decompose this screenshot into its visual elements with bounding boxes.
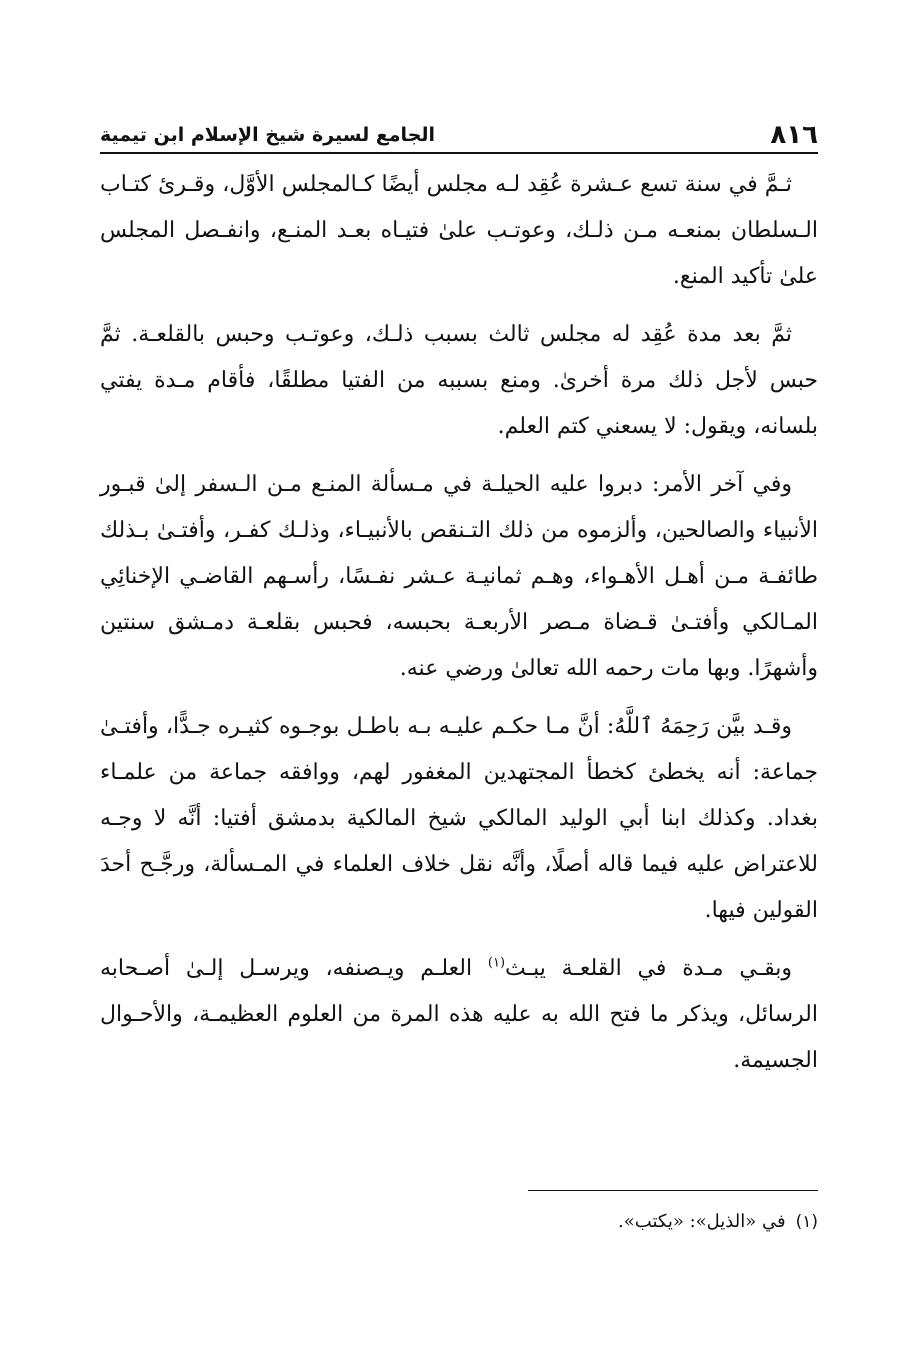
paragraph-5-rest: العلـم ويـصنفه، ويرسـل إلـىٰ أصـحابه الرسائل، ويذكر ما فتح الله به عليه هذه المرة من العلوم العظيمـة، والأحـوال الجسيمة. — [100, 956, 818, 1073]
footnote-number: (١) — [795, 1212, 818, 1232]
paragraph-3: وفي آخر الأمر: دبروا عليه الحيلـة في مـسألة المنـع مـن الـسفر إلىٰ قبـور الأنبياء والصالحين، وألزموه من ذلك التـنقص بالأنبيـاء، وذلـك كفـر، وأفتـىٰ بـذلك طائفـة مـن أهـل الأهـواء، وهـم ثمانيـة عـشر نفـسًا، رأسـهم القاضـي الإخنائِي المـالكي وأفتـىٰ قـضاة مـصر الأربعـة بحبسه، فحبس بقلعـة دمـشق سنتين وأشهرًا. وبها مات رحمه الله تعالىٰ ورضي عنه. — [100, 472, 818, 681]
paragraph-1: ثـمَّ في سنة تسع عـشرة عُقِد لـه مجلس أيضًا كـالمجلس الأوَّل، وقـرئ كتـاب الـسلطان بمنعـه مـن ذلـك، وعوتـب علىٰ فتيـاه بعـد المنـع، وانفـصل المجلس علىٰ تأكيد المنع. — [100, 172, 818, 289]
body-text — [100, 162, 818, 1096]
page-number: ٨١٦ — [770, 120, 818, 150]
header-rule — [100, 152, 818, 154]
paragraph-5-start: وبقـي مـدة في القلعـة يبـث — [505, 956, 792, 981]
footnote-reference: (١) — [487, 955, 506, 971]
paragraph-2: ثمَّ بعد مدة عُقِد له مجلس ثالث بسبب ذلـك، وعوتـب وحبس بالقلعـة. ثمَّ حبس لأجل ذلك مرة أخرىٰ. ومنع بسببه من الفتيا مطلقًا، فأقام مـدة يفتي بلسانه، ويقول: لا يسعني كتم العلم. — [100, 322, 818, 439]
footnote-1 — [100, 1206, 818, 1238]
paragraph-4: وقـد بيَّن رَحِمَهُ ٱللَّهُ: أنَّ مـا حكـم عليـه بـه باطـل بوجـوه كثيـره جـدًّا، وأفتـىٰ جماعة: أنه يخطئ كخطأ المجتهدين المغفور لهم، ووافقه جماعة من علمـاء بغداد. وكذلك ابنا أبي الوليد المالكي شيخ المالكية بدمشق أفتيا: أنَّه لا وجـه للاعتراض عليه فيما قاله أصلًا، وأنَّه نقل خلاف العلماء في المـسألة، ورجَّـح أحدَ القولين فيها. — [100, 714, 818, 923]
footnote-text: في «الذيل»: «يكتب». — [618, 1211, 786, 1232]
running-head — [100, 108, 818, 148]
footnote-rule — [528, 1190, 818, 1191]
paragraph-5 — [100, 946, 818, 1084]
book-title: الجامع لسيرة شيخ الإسلام ابن تيمية — [100, 124, 436, 146]
